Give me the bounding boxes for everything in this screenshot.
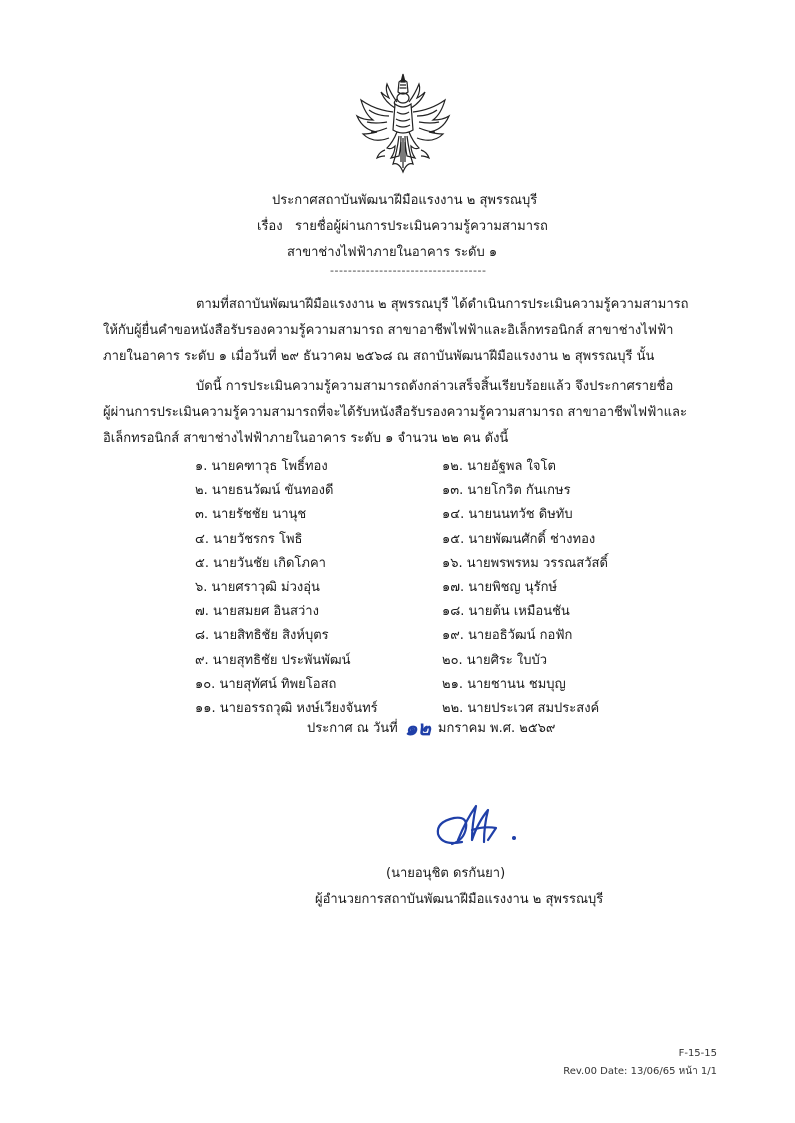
garuda-emblem-icon	[355, 72, 451, 176]
list-item: ๒๐. นายศิระ ใบบัว	[442, 652, 548, 668]
name-list-left-column	[195, 455, 378, 721]
list-item: ๖. นายศราวุฒิ ม่วงอุ่น	[195, 579, 320, 595]
list-item: ๒. นายธนวัฒน์ ขันทองดี	[195, 483, 334, 499]
paragraph-2-line: อิเล็กทรอนิกส์ สาขาช่างไฟฟ้าภายในอาคาร ระดับ ๑ จำนวน ๒๒ คน ดังนี้	[103, 431, 509, 446]
form-code: F-15-15	[678, 1048, 717, 1059]
list-item: ๑๘. นายต้น เหมือนชัน	[442, 604, 570, 620]
list-item: ๑๙. นายอธิวัฒน์ กอฟัก	[442, 628, 573, 644]
announcement-date	[307, 712, 555, 744]
list-item: ๑๒. นายอัฐพล ใจโต	[442, 459, 556, 474]
paragraph-1	[89, 292, 719, 370]
list-item: ๓. นายรัชชัย นานุช	[195, 507, 307, 523]
subject-line	[257, 215, 548, 236]
list-item: ๒๑. นายชานน ชมบุญ	[442, 676, 566, 692]
name-list-right-column	[442, 455, 608, 721]
signatory-name: (นายอนุชิต ดรกันยา)	[386, 866, 506, 881]
list-item: ๙. นายสุทธิชัย ประพันพัฒน์	[195, 652, 351, 668]
list-item: ๑๗. นายพิชญ นุรักษ์	[442, 579, 558, 595]
paragraph-1-line: ตามที่สถาบันพัฒนาฝีมือแรงงาน ๒ สุพรรณบุรี ได้ดำเนินการประเมินความรู้ความสามารถ	[196, 297, 689, 312]
list-item: ๗. นายสมยศ อินสว่าง	[195, 604, 319, 620]
signatory-title: ผู้อำนวยการสถาบันพัฒนาฝีมือแรงงาน ๒ สุพรรณบุรี	[315, 892, 604, 907]
subject-text: รายชื่อผู้ผ่านการประเมินความรู้ความสามารถ	[295, 219, 548, 234]
list-item: ๑๕. นายพัฒนศักดิ์ ช่างทอง	[442, 531, 596, 547]
list-item: ๑๐. นายสุทัศน์ ทิพยโอสถ	[195, 676, 337, 692]
list-item: ๑๓. นายโกวิต กันเกษร	[442, 483, 571, 499]
paragraph-2-line: บัดนี้ การประเมินความรู้ความสามารถดังกล่าวเสร็จสิ้นเรียบร้อยแล้ว จึงประกาศรายชื่อ	[196, 379, 674, 394]
signature-mark	[432, 800, 522, 860]
list-item: ๑. นายคฑาวุธ โพธิ์ทอง	[195, 459, 328, 474]
announce-day-handwritten: ๑๒	[404, 716, 431, 740]
announce-suffix: มกราคม พ.ศ. ๒๕๖๙	[437, 721, 556, 736]
paragraph-2-line: ผู้ผ่านการประเมินความรู้ความสามารถที่จะได้รับหนังสือรับรองความรู้ความสามารถ สาขาอาชีพไฟฟ้าและ	[103, 405, 687, 420]
list-item: ๔. นายวัชรกร โพธิ	[195, 531, 303, 547]
paragraph-2	[89, 374, 719, 452]
paragraph-1-line: ให้กับผู้ยื่นคำขอหนังสือรับรองความรู้ความสามารถ สาขาอาชีพไฟฟ้าและอิเล็กทรอนิกส์ สาขาช่างไฟฟ้า	[103, 323, 674, 338]
announce-prefix: ประกาศ ณ วันที่	[307, 721, 398, 736]
list-item: ๕. นายวันชัย เกิดโภคา	[195, 555, 326, 571]
list-item: ๒๒. นายประเวศ สมประสงค์	[442, 700, 600, 716]
paragraph-1-line: ภายในอาคาร ระดับ ๑ เมื่อวันที่ ๒๙ ธันวาคม ๒๕๖๘ ณ สถาบันพัฒนาฝีมือแรงงาน ๒ สุพรรณบุรี นั้น	[103, 349, 655, 364]
list-item: ๘. นายสิทธิชัย สิงห์บุตร	[195, 628, 329, 644]
announcement-title: ประกาศสถาบันพัฒนาฝีมือแรงงาน ๒ สุพรรณบุรี	[272, 193, 538, 208]
list-item: ๑๖. นายพรพรหม วรรณสวัสดิ์	[442, 555, 608, 571]
list-item: ๑๑. นายอรรถวุฒิ หงษ์เวียงจันทร์	[195, 700, 378, 716]
list-item: ๑๔. นายนนทวัช ดิษทับ	[442, 507, 573, 523]
revision-info: Rev.00 Date: 13/06/65 หน้า 1/1	[563, 1066, 717, 1077]
subject-label: เรื่อง	[257, 219, 283, 234]
subject-line-2: สาขาช่างไฟฟ้าภายในอาคาร ระดับ ๑	[287, 245, 498, 260]
header-divider: -----------------------------------	[330, 264, 487, 277]
